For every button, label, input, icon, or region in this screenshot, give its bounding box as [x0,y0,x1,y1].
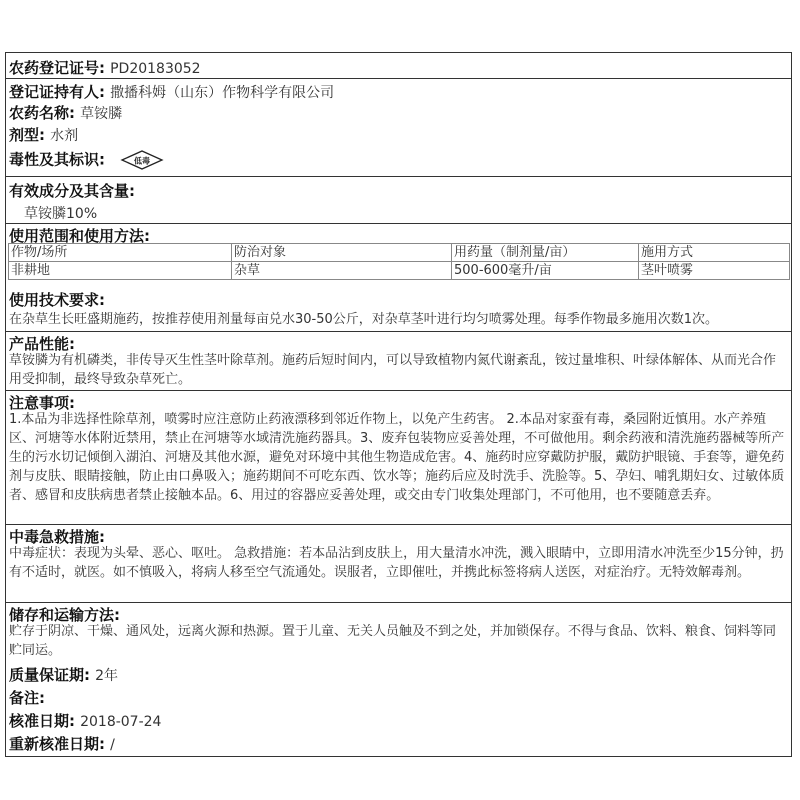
cell-crop: 非耕地 [9,262,232,280]
name-label: 农药名称: [9,104,75,122]
form-value: 水剂 [50,128,79,144]
performance-label: 产品性能: [9,335,75,353]
warranty-label: 质量保证期: [9,666,90,684]
approve-label: 核准日期: [9,712,75,730]
name-value: 草铵膦 [80,106,123,122]
registration-document [5,52,792,757]
reapprove-value: / [110,737,115,753]
remark-label: 备注: [9,689,45,707]
usage-table [8,243,790,280]
form-label: 剂型: [9,126,45,144]
toxicity-row [9,147,164,173]
reg-no-row [9,57,201,78]
cell-method: 茎叶喷雾 [639,262,790,280]
divider [6,176,791,177]
tech-label: 使用技术要求: [9,291,105,309]
poison-label: 中毒急救措施: [9,528,105,546]
poison-text: 中毒症状：表现为头晕、恶心、呕吐。 急救措施：若本品沾到皮肤上，用大量清水冲洗，溅入眼睛中，立即用清水冲洗至少15分钟，扔有不适时，就医。如不慎吸入，将病人移至空气流通处。误服者，立即催吐，并携此标签将病人送医，对症治疗。无特效解毒剂。 [9,546,784,580]
remark-row [9,687,45,708]
holder-label: 登记证持有人: [9,83,105,101]
holder-value: 撒播科姆（山东）作物科学有限公司 [110,85,335,101]
header-method: 施用方式 [639,244,790,262]
ingredient-value: 草铵膦10% [24,206,98,222]
storage-label: 储存和运输方法: [9,606,120,624]
approve-row [9,710,161,731]
name-row [9,102,122,123]
usage-label: 使用范围和使用方法: [9,227,150,245]
divider [6,390,791,391]
notes-label: 注意事项: [9,394,75,412]
reg-no-label: 农药登记证号: [9,59,105,77]
toxicity-label: 毒性及其标识: [9,150,105,169]
cell-dosage: 500-600毫升/亩 [452,262,639,280]
tech-text: 在杂草生长旺盛期施药，按推荐使用剂量每亩兑水30-50公斤，对杂草茎叶进行均匀喷雾处理。每季作物最多施用次数1次。 [9,312,719,327]
form-row [9,124,78,145]
divider [6,602,791,603]
divider [6,524,791,525]
header-target: 防治对象 [232,244,452,262]
reapprove-row [9,733,115,754]
table-header-row [9,244,790,262]
header-dosage: 用药量（制剂量/亩） [452,244,639,262]
holder-row [9,81,334,102]
cell-target: 杂草 [232,262,452,280]
header-crop: 作物/场所 [9,244,232,262]
toxicity-badge-text: 低毒 [134,156,151,166]
reg-no-value: PD20183052 [110,61,201,77]
reapprove-label: 重新核准日期: [9,735,105,753]
table-row [9,262,790,280]
ingredient-label: 有效成分及其含量: [9,182,135,200]
notes-text: 1.本品为非选择性除草剂，喷雾时应注意防止药液漂移到邻近作物上，以免产生药害。 2.本品对家蚕有毒，桑园附近慎用。水产养殖区、河塘等水体附近禁用，禁止在河塘等水域清洗施药器具。3、废弃包装物应妥善处理，不可做他用。剩余药液和清洗施药器械等所产生的污水切记倾倒入湖泊、河塘及其他水源，避免对环境中其他生物造成危害。4、施药时应穿戴防护服，戴防护眼镜、手套等，避免药剂与皮肤、眼睛接触，防止由口鼻吸入；施药期间不可吃东西、饮水等；施药后应及时洗手、洗脸等。5、孕妇、哺乳期妇女、过敏体质者、感冒和皮肤病患者禁止接触本品。6、用过的容器应妥善处理，或交由专门收集处理部门，不可他用，也不要随意丢弃。 [9,412,785,503]
warranty-row [9,664,118,685]
approve-value: 2018-07-24 [80,714,162,730]
performance-text: 草铵膦为有机磷类，非传导灭生性茎叶除草剂。施药后短时间内，可以导致植物内氮代谢紊乱，铵过量堆积、叶绿体解体、从而光合作用受抑制，最终导致杂草死亡。 [9,353,777,387]
divider [6,331,791,332]
divider [6,223,791,224]
divider [6,78,791,79]
warranty-value: 2年 [95,668,119,684]
low-toxicity-diamond-icon [120,149,164,175]
storage-text: 贮存于阴凉、干燥、通风处，远离火源和热源。置于儿童、无关人员触及不到之处，并加锁保存。不得与食品、饮料、粮食、饲料等同贮同运。 [9,624,777,658]
